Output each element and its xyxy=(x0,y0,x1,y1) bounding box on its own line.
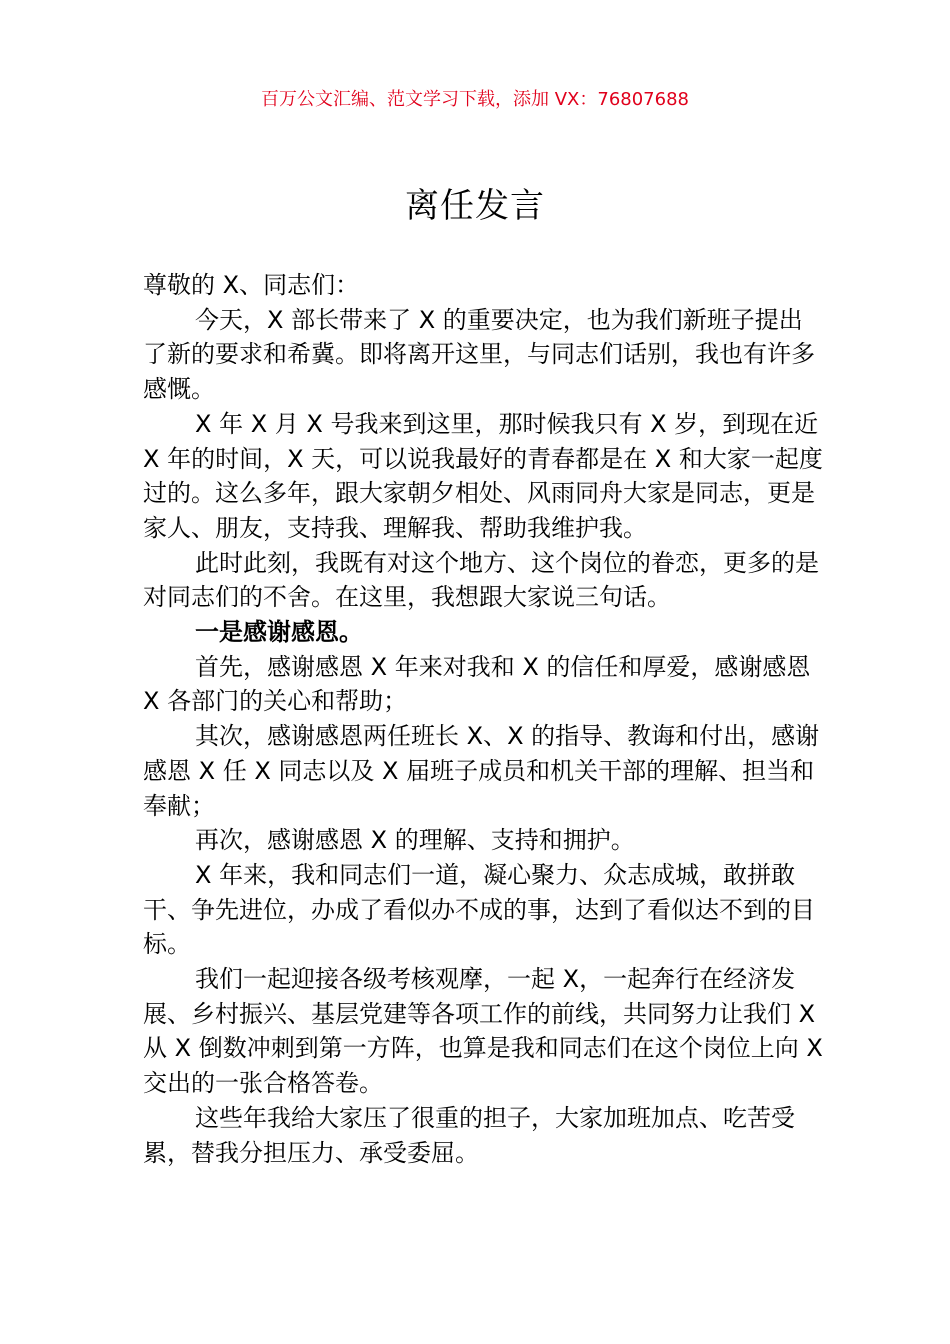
paragraph: 这些年我给大家压了很重的担子，大家加班加点、吃苦受累，替我分担压力、承受委屈。 xyxy=(143,1103,795,1167)
paragraph: 再次，感谢感恩 X 的理解、支持和拥护。 xyxy=(195,826,635,855)
salutation: 尊敬的 X、同志们： xyxy=(143,271,360,299)
section-heading: 一是感谢感恩。 xyxy=(195,618,363,647)
paragraph: 此时此刻，我既有对这个地方、这个岗位的眷恋，更多的是对同志们的不舍。在这里，我想跟大家说三句话。 xyxy=(143,548,819,612)
paragraph: 我们一起迎接各级考核观摩，一起 X，一起奔行在经济发展、乡村振兴、基层党建等各项工作的前线，共同努力让我们 X 从 X 倒数冲刺到第一方阵，也算是我和同志们在这个岗位上向 X 交出的一张合格答卷。 xyxy=(143,965,823,1098)
document-body xyxy=(143,268,823,1170)
paragraph: X 年来，我和同志们一道，凝心聚力、众志成城，敢拼敢干、争先进位，办成了看似办不成的事，达到了看似达不到的目标。 xyxy=(143,860,815,959)
paragraph: 首先，感谢感恩 X 年来对我和 X 的信任和厚爱，感谢感恩 X 各部门的关心和帮助； xyxy=(143,652,811,716)
document-title: 离任发言 xyxy=(405,186,545,226)
paragraph: X 年 X 月 X 号我来到这里，那时候我只有 X 岁，到现在近 X 年的时间，X 天，可以说我最好的青春都是在 X 和大家一起度过的。这么多年，跟大家朝夕相处、风雨同舟大家是同志，更是家人、朋友，支持我、理解我、帮助我维护我。 xyxy=(143,409,823,542)
paragraph: 今天，X 部长带来了 X 的重要决定，也为我们新班子提出了新的要求和希冀。即将离开这里，与同志们话别，我也有许多感慨。 xyxy=(143,305,815,404)
paragraph: 其次，感谢感恩两任班长 X、X 的指导、教诲和付出，感谢感恩 X 任 X 同志以及 X 届班子成员和机关干部的理解、担当和奉献； xyxy=(143,722,820,820)
header-promo-note: 百万公文汇编、范文学习下载，添加 VX：76807688 xyxy=(261,89,689,110)
